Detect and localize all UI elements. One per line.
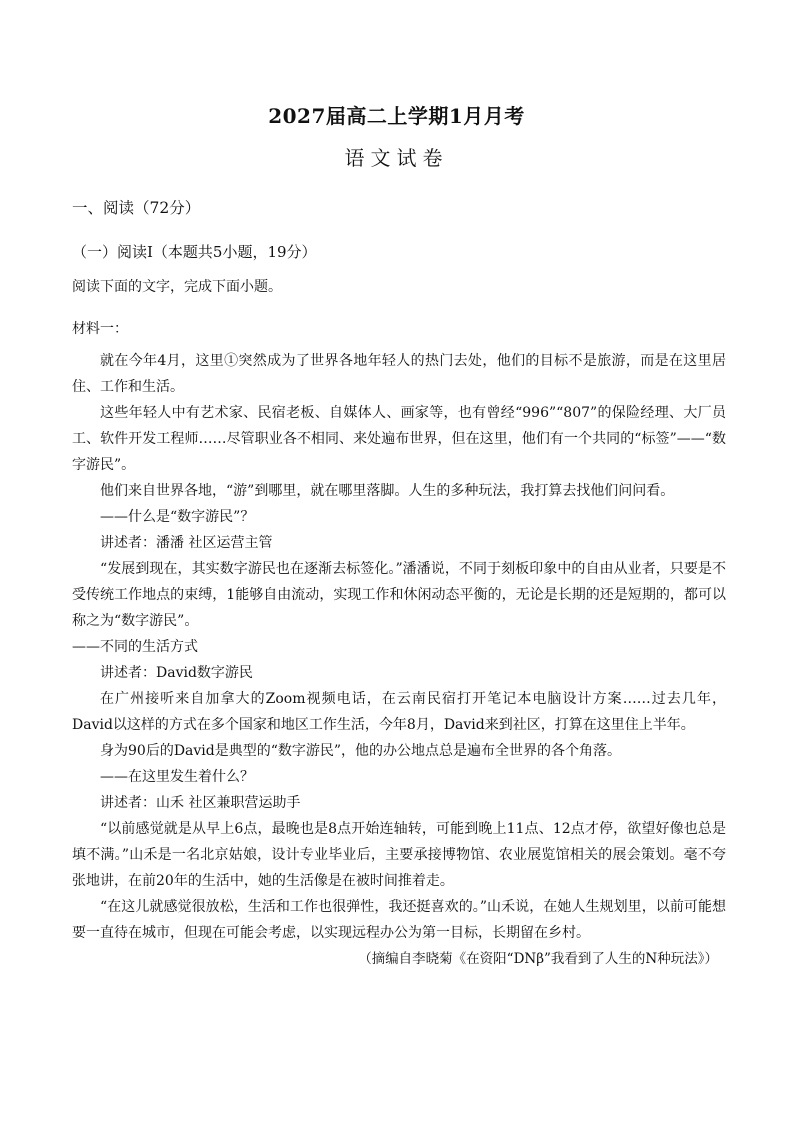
subheading-line: ——什么是“数字游民”？: [100, 509, 255, 525]
paragraph: “以前感觉就是从早上6点，最晚也是8点开始连轴转，可能到晚上11点、12点才停，欲望好像也总是填不满。”山禾是一名北京姑娘，设计专业毕业后，主要承接博物馆、农业展览馆相关的展会策划。毫不夸张地讲，在前20年的生活中，她的生活像是在被时间推着走。: [72, 821, 726, 889]
material-label: 材料一：: [72, 321, 128, 337]
reading-passage: [72, 348, 726, 972]
source-citation: （摘编自李晓菊《在资阳“DNβ”我看到了人生的N种玩法》）: [358, 951, 718, 967]
paragraph: 这些年轻人中有艺术家、民宿老板、自媒体人、画家等，也有曾经“996”“807”的保险经理、大厂员工、软件开发工程师……尽管职业各不相同、来处遍布世界，但在这里，他们有一个共同的“标签”——“数字游民”。: [72, 405, 726, 473]
narrator-line: 讲述者：山禾 社区兼职营运助手: [100, 795, 301, 811]
paragraph: 身为90后的David是典型的“数字游民”，他的办公地点总是遍布全世界的各个角落。: [100, 743, 622, 759]
paragraph: “发展到现在，其实数字游民也在逐渐去标签化。”潘潘说，不同于刻板印象中的自由从业者，只要是不受传统工作地点的束缚，1能够自由流动，实现工作和休闲动态平衡的，无论是长期的还是短期的，都可以称之为“数字游民”。: [72, 561, 726, 629]
subheading-line: ——不同的生活方式: [72, 639, 198, 655]
section-heading: 一、阅读（72分）: [72, 199, 201, 217]
paragraph: “在这儿就感觉很放松，生活和工作也很弹性，我还挺喜欢的。”山禾说，在她人生规划里，以前可能想要一直待在城市，但现在可能会考虑，以实现远程办公为第一目标，长期留在乡村。: [72, 899, 726, 941]
paragraph: 就在今年4月，这里①突然成为了世界各地年轻人的热门去处，他们的目标不是旅游，而是在这里居住、工作和生活。: [72, 353, 726, 395]
instruction-text: 阅读下面的文字，完成下面小题。: [72, 279, 282, 295]
narrator-line: 讲述者：David数字游民: [100, 665, 253, 681]
exam-title: 2027届高二上学期1月月考: [268, 104, 525, 128]
paragraph: 他们来自世界各地，“游”到哪里，就在哪里落脚。人生的多种玩法，我打算去找他们问问看。: [100, 483, 675, 499]
paragraph: 在广州接听来自加拿大的Zoom视频电话，在云南民宿打开笔记本电脑设计方案……过去几年，David以这样的方式在多个国家和地区工作生活，今年8月，David来到社区，打算在这里住上半年。: [72, 691, 726, 733]
subsection-heading: （一）阅读Ⅰ（本题共5小题，19分）: [72, 243, 317, 261]
subheading-line: ——在这里发生着什么？: [100, 769, 254, 785]
narrator-line: 讲述者：潘潘 社区运营主管: [100, 535, 273, 551]
exam-subtitle: 语文试卷: [344, 146, 449, 170]
